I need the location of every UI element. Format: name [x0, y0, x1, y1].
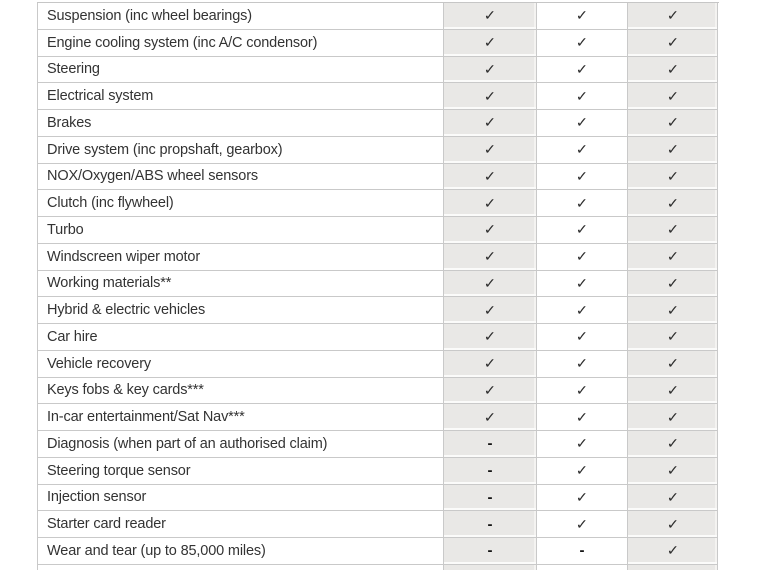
mark-cell: [627, 271, 718, 298]
check-icon: ✓: [575, 488, 589, 505]
mark-cell: [443, 190, 536, 217]
coverage-comparison-table: [37, 2, 719, 570]
mark-cell: [443, 137, 536, 164]
row-label: NOX/Oxygen/ABS wheel sensors: [37, 164, 443, 191]
check-icon: ✓: [575, 274, 589, 291]
mark-cell: [536, 458, 627, 485]
check-icon: ✓: [575, 355, 589, 372]
check-icon: ✓: [575, 7, 589, 24]
check-icon: ✓: [483, 408, 497, 425]
check-icon: ✓: [575, 60, 589, 77]
mark-cell: [536, 190, 627, 217]
mark-cell: [536, 137, 627, 164]
check-icon: ✓: [666, 542, 679, 559]
row-label: Brakes: [37, 110, 443, 137]
check-icon: ✓: [483, 221, 497, 238]
mark-cell: [443, 431, 536, 458]
mark-cell: [443, 565, 536, 570]
mark-cell: [536, 485, 627, 512]
check-icon: ✓: [575, 328, 589, 345]
mark-cell: [443, 297, 536, 324]
row-label: Working materials**: [37, 271, 443, 298]
mark-cell: [627, 458, 718, 485]
mark-cell: [627, 351, 718, 378]
mark-cell: [627, 30, 718, 57]
mark-cell: [536, 431, 627, 458]
check-icon: ✓: [666, 87, 679, 104]
mark-cell: [536, 110, 627, 137]
dash-icon: -: [487, 515, 493, 533]
mark-cell: [627, 137, 718, 164]
check-icon: ✓: [666, 488, 679, 505]
check-icon: ✓: [483, 301, 497, 318]
row-label: Injection sensor: [37, 485, 443, 512]
check-icon: ✓: [666, 221, 679, 238]
check-icon: ✓: [483, 7, 497, 24]
check-icon: ✓: [666, 34, 679, 51]
mark-cell: [627, 511, 718, 538]
row-label: Steering: [37, 57, 443, 84]
mark-cell: [536, 565, 627, 570]
check-icon: ✓: [666, 328, 679, 345]
mark-cell: [443, 217, 536, 244]
check-icon: ✓: [666, 114, 679, 131]
check-icon: ✓: [483, 114, 497, 131]
mark-cell: [443, 404, 536, 431]
row-label: Suspension (inc wheel bearings): [37, 3, 443, 30]
mark-cell: [536, 378, 627, 405]
mark-cell: [536, 30, 627, 57]
check-icon: ✓: [666, 167, 679, 184]
mark-cell: [443, 538, 536, 565]
check-icon: ✓: [483, 87, 497, 104]
mark-cell: [536, 217, 627, 244]
mark-cell: [627, 83, 718, 110]
mark-cell: [443, 485, 536, 512]
mark-cell: [536, 324, 627, 351]
check-icon: ✓: [575, 462, 589, 479]
mark-cell: [443, 83, 536, 110]
mark-cell: [443, 30, 536, 57]
mark-cell: [536, 164, 627, 191]
check-icon: ✓: [666, 515, 679, 532]
mark-cell: [443, 110, 536, 137]
mark-cell: [443, 3, 536, 30]
check-icon: ✓: [575, 87, 589, 104]
check-icon: ✓: [666, 408, 679, 425]
dash-icon: -: [487, 462, 493, 480]
check-icon: ✓: [575, 167, 589, 184]
check-icon: ✓: [483, 328, 497, 345]
mark-cell: [443, 378, 536, 405]
check-icon: ✓: [575, 34, 589, 51]
check-icon: ✓: [575, 435, 589, 452]
mark-cell: [536, 511, 627, 538]
mark-cell: [443, 244, 536, 271]
row-label: Car hire: [37, 324, 443, 351]
mark-cell: [443, 351, 536, 378]
mark-cell: [627, 324, 718, 351]
mark-cell: [627, 485, 718, 512]
mark-cell: [536, 57, 627, 84]
row-label: Steering torque sensor: [37, 458, 443, 485]
check-icon: ✓: [666, 60, 679, 77]
row-label: Starter card reader: [37, 511, 443, 538]
row-label: Hybrid & electric vehicles: [37, 297, 443, 324]
dash-icon: -: [487, 542, 493, 560]
check-icon: ✓: [666, 274, 679, 291]
row-label: Wear and tear (up to 85,000 miles): [37, 538, 443, 565]
check-icon: ✓: [666, 248, 679, 265]
check-icon: ✓: [483, 381, 497, 398]
mark-cell: [627, 244, 718, 271]
dash-icon: -: [579, 542, 585, 560]
check-icon: ✓: [575, 515, 589, 532]
mark-cell: [627, 565, 718, 570]
row-label: Turbo: [37, 217, 443, 244]
check-icon: ✓: [483, 60, 497, 77]
mark-cell: [536, 244, 627, 271]
check-icon: ✓: [666, 355, 679, 372]
check-icon: ✓: [575, 248, 589, 265]
mark-cell: [443, 324, 536, 351]
mark-cell: [536, 297, 627, 324]
row-label: Diagnosis (when part of an authorised claim): [37, 431, 443, 458]
mark-cell: [443, 511, 536, 538]
mark-cell: [443, 164, 536, 191]
mark-cell: [443, 458, 536, 485]
check-icon: ✓: [483, 248, 497, 265]
check-icon: ✓: [666, 7, 679, 24]
check-icon: ✓: [483, 355, 497, 372]
mark-cell: [536, 538, 627, 565]
mark-cell: [536, 351, 627, 378]
check-icon: ✓: [483, 274, 497, 291]
check-icon: ✓: [666, 381, 679, 398]
check-icon: ✓: [575, 301, 589, 318]
mark-cell: [627, 3, 718, 30]
check-icon: ✓: [666, 435, 679, 452]
check-icon: ✓: [483, 167, 497, 184]
mark-cell: [627, 190, 718, 217]
mark-cell: [536, 271, 627, 298]
row-label: [37, 565, 443, 570]
check-icon: ✓: [666, 194, 679, 211]
check-icon: ✓: [666, 462, 679, 479]
mark-cell: [627, 164, 718, 191]
row-label: Clutch (inc flywheel): [37, 190, 443, 217]
row-label: Keys fobs & key cards***: [37, 378, 443, 405]
mark-cell: [536, 404, 627, 431]
check-icon: ✓: [575, 114, 589, 131]
check-icon: ✓: [666, 301, 679, 318]
mark-cell: [536, 83, 627, 110]
mark-cell: [627, 57, 718, 84]
row-label: In-car entertainment/Sat Nav***: [37, 404, 443, 431]
mark-cell: [627, 217, 718, 244]
mark-cell: [627, 110, 718, 137]
mark-cell: [443, 271, 536, 298]
row-label: Drive system (inc propshaft, gearbox): [37, 137, 443, 164]
check-icon: ✓: [483, 34, 497, 51]
mark-cell: [627, 378, 718, 405]
check-icon: ✓: [575, 381, 589, 398]
row-label: Windscreen wiper motor: [37, 244, 443, 271]
dash-icon: -: [487, 435, 493, 453]
check-icon: ✓: [666, 141, 679, 158]
dash-icon: -: [487, 488, 493, 506]
mark-cell: [627, 538, 718, 565]
mark-cell: [536, 3, 627, 30]
row-label: Engine cooling system (inc A/C condensor): [37, 30, 443, 57]
mark-cell: [627, 297, 718, 324]
check-icon: ✓: [483, 141, 497, 158]
check-icon: ✓: [575, 141, 589, 158]
row-label: Electrical system: [37, 83, 443, 110]
check-icon: ✓: [575, 408, 589, 425]
mark-cell: [627, 431, 718, 458]
check-icon: ✓: [575, 194, 589, 211]
check-icon: ✓: [575, 221, 589, 238]
row-label: Vehicle recovery: [37, 351, 443, 378]
check-icon: ✓: [483, 194, 497, 211]
mark-cell: [627, 404, 718, 431]
mark-cell: [443, 57, 536, 84]
